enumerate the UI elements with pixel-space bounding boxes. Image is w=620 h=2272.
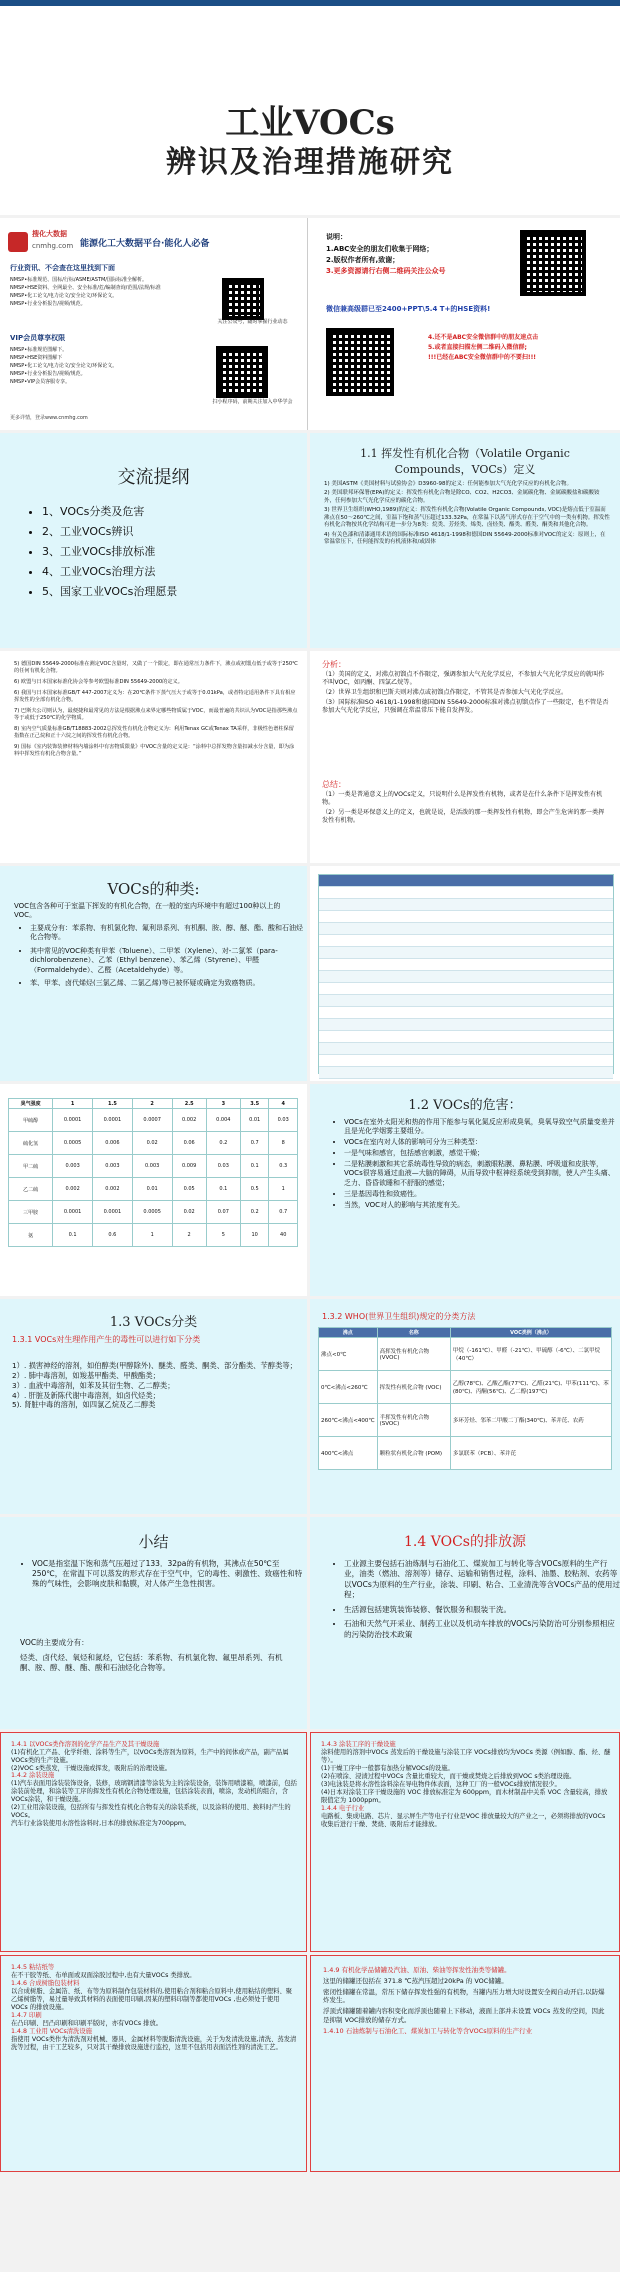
toxicity-item: 4）. 肝脏及新陈代谢中毒溶剂，如卤代烃类； xyxy=(12,1390,160,1400)
types-table-row xyxy=(319,959,613,971)
promo-right-panel xyxy=(310,218,620,430)
emission-panel xyxy=(310,1517,620,1729)
types-table-row xyxy=(319,947,613,959)
sources-more-right-list xyxy=(323,1966,609,2035)
member-item: NMSP•标准规范、国标/行标/ASME/ASTM/国际标准全解析。 xyxy=(10,277,147,283)
title-slide-top-band xyxy=(0,0,620,6)
odor-table-cell: 0.0005 xyxy=(53,1132,93,1155)
types-table-row xyxy=(319,1019,613,1031)
odor-table-cell: 1 xyxy=(132,1224,172,1247)
odor-header-cell: 2.5 xyxy=(172,1099,206,1109)
sources-detail-slide xyxy=(0,1732,620,1952)
odor-header-cell: 3.5 xyxy=(240,1099,269,1109)
odor-table-cell: 0.002 xyxy=(172,1109,206,1132)
odor-table-cell: 40 xyxy=(269,1224,298,1247)
sources-more-item: 指使用 VOCs类作为清洗剂对机械、器具、金属材料等脱脂清洗设施，关于为发清洗设施,清洗、蒸发清洗等过程，由干工艺较多，只对其干燥排放设施进行监控，这里不包括用表面活性剂的清洗工艺。 xyxy=(11,2036,297,2052)
sources-left-panel xyxy=(0,1732,307,1952)
sources-right-list xyxy=(321,1741,611,1830)
hazards-item: • 当然，VOC对人的影响与其浓度有关。 xyxy=(344,1201,620,1210)
odor-table-row xyxy=(9,1109,298,1132)
emission-item: • 石油和天然气开采业、制药工业以及机动车排放的VOCs污染防治可分别参照相应的污染防治技术政策 xyxy=(344,1619,620,1640)
who-table-cell: 颗粒状有机化合物 (POM) xyxy=(377,1437,450,1470)
note-title: 说明： xyxy=(326,233,347,241)
outline-item: • 2、工业VOCs辨识 xyxy=(42,523,302,539)
emission-list xyxy=(332,1559,620,1644)
warn-3: !!!已经在ABC安全微信群中的不要扫!!! xyxy=(428,354,537,361)
brand-name: 搜化大数据 xyxy=(32,230,67,238)
title-slide xyxy=(0,0,620,215)
types-item: • 主要成分有：苯系物、有机氯化物、氟利昂系列、有机酮、胺、醇、醚、酯、酸和石油烃化合物等。 xyxy=(30,924,306,943)
types-table-row xyxy=(319,935,613,947)
brand-url: cnmhg.com xyxy=(32,242,74,250)
types-table-row xyxy=(319,1043,613,1055)
sources-more-item: 在凸印刷、凹凸印刷和印刷平版时，亦有VOCs 排放。 xyxy=(11,2020,163,2028)
who-header-row xyxy=(319,1328,612,1338)
hazards-panel xyxy=(310,1084,620,1296)
odor-table-row xyxy=(9,1132,298,1155)
odor-table-cell: 0.1 xyxy=(206,1178,240,1201)
sources-right-panel xyxy=(310,1732,620,1952)
odor-table-cell: 5 xyxy=(206,1224,240,1247)
sources-right-item: (2)在喷涂、浸渍过程中VOCs 含量比重较大，而干燥或焚烧之后排放到VOC s类治理设施。 xyxy=(321,1773,576,1781)
analysis-list xyxy=(322,671,610,715)
sources-right-heading: 1.4.3 涂装工序的干燥设施 xyxy=(321,1741,396,1748)
brand-logo-icon xyxy=(8,232,28,252)
summary-slide xyxy=(0,1517,620,1729)
definition-more-item: 6) 欧盟与日本国家标准化协会等参考欧盟标准DIN 55649-2000的定义。 xyxy=(14,679,183,686)
sources-more-right-panel xyxy=(310,1955,620,2172)
sources-right-item: 涂料使用的溶剂中VOCs 蒸发后的干燥设施与涂装工序 VOCs排放均为VOCs 类源（例如醇、酯、烃、醚等）。 xyxy=(321,1749,611,1765)
sources-more-heading: 1.4.6 合成树脂包装材料 xyxy=(11,1980,80,1988)
odor-table-cell: 0.1 xyxy=(240,1155,269,1178)
odor-header-cell: 2 xyxy=(132,1099,172,1109)
types-slide xyxy=(0,866,620,1081)
title-line-1: 工业VOCs xyxy=(225,103,395,143)
analysis-item: （2）世界卫生组织和巴斯夫则对沸点或初馏点作限定，不管其是否参加大气光化学反应。 xyxy=(322,689,568,697)
odor-table-cell: 0.0005 xyxy=(132,1201,172,1224)
odor-table-cell: 0.03 xyxy=(269,1109,298,1132)
definition-more-item: 5) 德国DIN 55649-2000标准在测定VOC含量时，又做了一个限定，即在通常压力条件下，沸点或初馏点低于或等于250℃的任何有机化合物。 xyxy=(14,661,298,675)
brand-tagline: 能源化工大数据平台·能化人必备 xyxy=(80,239,210,249)
types-table-panel xyxy=(310,866,620,1081)
definition-item: 3) 世界卫生组织(WHO,1989)的定义：挥发性有机化合物(Volatile Organic Compounds, VOC)是熔点低于室温而沸点在50～260℃之间，室温下饱和蒸气压超过133.32Pa，在常温下以蒸气形式存在于空气中的一类有机物。挥发性有机化合物按其化学结构可进一步分为8类：烷类、芳烃类、烯类、卤烃类、酯类、醛类、酮类和其他化合物。 xyxy=(324,507,610,529)
definition-more-item: 7) 巴斯夫公司则认为，最便捷和最常见的方法是根据沸点来界定哪些物质属于VOC，而最普遍的共识认为VOC是指那些沸点等于或低于250℃的化学物质。 xyxy=(14,708,298,722)
sources-right-heading: 1.4.4 电子行业 xyxy=(321,1805,365,1813)
summary-list xyxy=(322,791,610,825)
odor-table-cell: 0.03 xyxy=(206,1155,240,1178)
who-table-cell: 400℃<沸点 xyxy=(319,1437,378,1470)
note-item: 1.ABC安全的朋友们收集于网络； xyxy=(326,245,434,253)
analysis-panel xyxy=(310,651,620,863)
emission-item: • 生活源包括建筑装饰装修、餐饮服务和服装干洗。 xyxy=(344,1605,620,1615)
qr-code-icon[interactable] xyxy=(326,328,394,396)
odor-table-cell: 0.6 xyxy=(93,1224,133,1247)
odor-header-cell: 3 xyxy=(206,1099,240,1109)
types-table-row xyxy=(319,911,613,923)
odor-table-cell: 0.0007 xyxy=(132,1109,172,1132)
member-item: NMSP•HSE资料、全网最全、安全标准/危/编制查询/范围/法规/标准 xyxy=(10,285,161,291)
odor-table-cell: 甲二硫 xyxy=(9,1155,53,1178)
sources-more-right-item: 浮顶式储罐随着罐内容积变化而浮顶也随着上下移动，液面上部并未设置 VOCs 蒸发的空间，因此是抑制 VOC排放的储存方式。 xyxy=(323,2007,605,2024)
odor-table-cell: 0.002 xyxy=(53,1178,93,1201)
title-line-2: 辨识及治理措施研究 xyxy=(166,145,454,180)
definition-title: 1.1 挥发性有机化合物（Volatile Organic Compounds，VOCs）定义 xyxy=(360,447,570,476)
vip-item: NMSP•行业分析报告/视频/规范。 xyxy=(10,371,86,377)
note-list xyxy=(326,244,476,278)
vip-item: NMSP•HSE资料图解下 xyxy=(10,355,63,361)
note-item: 3.更多资源请行右侧二维码关注公众号 xyxy=(326,267,446,276)
toxicity-item: 5). 肾脏中毒的溶剂，如四氯乙烷及乙二醇类 xyxy=(12,1400,156,1410)
warn-2: 5.或者直接扫描左侧二维码入微信群; xyxy=(428,344,527,351)
who-title: 1.3.2 WHO(世界卫生组织)规定的分类方法 xyxy=(322,1312,476,1321)
definition-more-item: 6) 我国与日本国家标准GB/T 447-2007定义为：在20℃条件下蒸气压大于或等于0.01kPa，或者特定适用条件下具有相应挥发性的全部有机化合物。 xyxy=(14,690,296,704)
summary-title: 总结： xyxy=(322,780,346,789)
odor-header-cell: 1.5 xyxy=(93,1099,133,1109)
toxicity-item: 3）. 血液中毒溶剂，如苯及其衍生物、乙二醇类； xyxy=(12,1380,175,1390)
odor-table-row xyxy=(9,1178,298,1201)
outline-title: 交流提纲 xyxy=(117,467,190,488)
summary-points xyxy=(20,1559,307,1593)
sources-more-right-heading: 1.4.9 有机化学品储罐及汽油、原油、柴油等挥发性油类等储罐。 xyxy=(323,1966,511,1974)
odor-table-cell: 0.7 xyxy=(240,1132,269,1155)
types-table-row xyxy=(319,899,613,911)
who-table-cell: 沸点<0℃ xyxy=(319,1338,378,1371)
odor-table-cell: 0.01 xyxy=(132,1178,172,1201)
types-table-row xyxy=(319,1079,613,1081)
odor-table-row xyxy=(9,1201,298,1224)
odor-header-cell: 4 xyxy=(269,1099,298,1109)
vip-item: NMSP•标准规范图解下。 xyxy=(10,347,68,353)
who-table-cell: 高挥发性有机化合物 (VVOC) xyxy=(377,1338,450,1371)
types-item: • 其中常见的VOC种类有甲苯（Toluene）、二甲苯（Xylene）、对-二氯苯（para-dichlorobenzene）、乙苯（Ethyl benzene）、苯乙烯（Styrene）、甲醛（Formaldehyde）、乙醛（Acetaldehyde）等。 xyxy=(30,947,306,975)
odor-table-cell: 0.003 xyxy=(93,1155,133,1178)
promo-left-panel xyxy=(0,218,308,430)
who-table-row xyxy=(319,1371,612,1404)
who-table-cell: 半挥发性有机化合物 (SVOC) xyxy=(377,1404,450,1437)
sources-right-item: 电路板、集成电路、芯片、显示屏生产等电子行业是VOC 排放量较大的产业之一，必须将排放的VOCs 收集后进行干燥、焚烧、吸附后才能排放。 xyxy=(321,1813,606,1829)
outline-item: • 5、国家工业VOCs治理愿景 xyxy=(42,583,302,599)
classification-title: 1.3 VOCs分类 xyxy=(109,1315,198,1330)
odor-table-cell: 0.004 xyxy=(206,1109,240,1132)
odor-header-cell: 臭气强度 xyxy=(9,1099,53,1109)
odor-table-cell: 0.02 xyxy=(172,1201,206,1224)
group-text: 微信兼高级群已至2400+PPT\5.4 T+的HSE资料! xyxy=(326,305,491,313)
odor-table-row xyxy=(9,1224,298,1247)
odor-table-cell: 0.003 xyxy=(132,1155,172,1178)
odor-table-cell: 0.5 xyxy=(240,1178,269,1201)
odor-table-cell: 0.003 xyxy=(53,1155,93,1178)
odor-table-header-row xyxy=(9,1099,298,1109)
outline-panel xyxy=(0,433,307,648)
classification-subtitle: 1.3.1 VOCs对生理作用产生的毒性可以进行如下分类 xyxy=(12,1335,201,1344)
who-table-row xyxy=(319,1437,612,1470)
sources-right-item: (3)电泳装是将水溶性涂料涂在导电物件体表面，这种工厂的一般VOCs排放情况很少。 xyxy=(321,1781,561,1789)
vip-item: NMSP•化工论文/电力论文/安全论文/环保论文。 xyxy=(10,363,118,369)
odor-table-cell: 0.7 xyxy=(269,1201,298,1224)
who-table xyxy=(318,1327,612,1470)
hazards-title: 1.2 VOCs的危害： xyxy=(408,1098,522,1113)
odor-table-cell: 0.006 xyxy=(93,1132,133,1155)
odor-table-panel xyxy=(0,1084,307,1296)
types-intro: VOC包含各种可于室温下挥发的有机化合物，在一般的室内环境中有超过100种以上的VOC。 xyxy=(14,902,281,920)
odor-table-cell: 8 xyxy=(269,1132,298,1155)
definition-item: 1) 美国ASTM《美国材料与试验协会》D3960-98的定义：任何能参加大气光化学反应的有机化合物。 xyxy=(324,481,572,487)
sources-more-left-list xyxy=(11,1964,297,2053)
who-table-row xyxy=(319,1404,612,1437)
odor-table-cell: 0.0001 xyxy=(93,1109,133,1132)
toxicity-item: 1）. 损害神经的溶剂，如伯醇类(甲醇除外)、醚类、醛类、酮类、部分酯类、苄醇类等； xyxy=(12,1361,297,1370)
hazards-list xyxy=(332,1118,620,1214)
summary-point: • VOC是指室温下饱和蒸气压超过了133．32pa的有机物，其沸点在50℃至250℃，在常温下可以蒸发的形式存在于空气中，它的毒性、刺激性、致癌性和特殊的气味性，会影响皮肤和黏膜，对人体产生急性损害。 xyxy=(32,1559,307,1589)
sources-more-right-item: 密闭性储罐在常温，常压下储存挥发性强的有机物，当罐内压力增大时设置安全阀自动开启,以防爆炸发生。 xyxy=(323,1987,605,2005)
member-list xyxy=(10,276,200,308)
sources-left-item: (1)有机化工产品、化学纤维、涂料等生产，以VOCs类溶剂为原料，生产中的间体或产品，副产品属VOCs类的生产设施。 xyxy=(11,1748,289,1764)
qr-code-icon[interactable] xyxy=(216,346,268,398)
odor-table-cell: 0.02 xyxy=(132,1132,172,1155)
summary-item: （2）另一类是环保意义上的定义，也就是说，是活泼的那一类挥发性有机物，即会产生危害的那一类挥发性有机物。 xyxy=(322,809,605,825)
types-list xyxy=(18,924,306,993)
sources-left-item: (1)汽车表面用涂装装饰设备，装修，玻璃钢清漆等涂装为主的涂装设备，装饰用喷漆箱，喷漆前，包括涂装前处理，和涂装等工序的挥发性有机化合物处理设施，包括涂装表面，喷涂，发动机的组合，含VOCs涂装，和干燥设施。 xyxy=(11,1780,297,1804)
qr1-caption: 关注公众号，随时掌握行业动态 xyxy=(217,319,288,325)
hazards-item: • 二是粘膜刺激和其它系统毒性导致的病态，刺激眼粘膜、鼻粘膜、呼吸道和皮肤等，VOCs很容易通过血液—大脑的障碍，从而导致中枢神经系统受到抑制，使人产生头痛、乏力、昏昏欲睡和不舒服的感觉； xyxy=(344,1160,620,1187)
vip-list xyxy=(10,346,200,386)
types-table-row xyxy=(319,1031,613,1043)
definition-item: 2) 美国联邦环保署(EPA)的定义：挥发性有机化合物是除CO、CO2、H2CO3、金属碳化物、金属碳酸盐和碳酸铵外，任何参加大气光化学反应的碳化合物。 xyxy=(324,490,600,504)
sources-left-heading: 1.4.2 涂装设施 xyxy=(11,1772,55,1780)
outline-item: • 4、工业VOCs治理方法 xyxy=(42,563,302,579)
who-header-cell: 名称 xyxy=(377,1328,450,1338)
analysis-slide xyxy=(0,651,620,863)
who-table-row xyxy=(319,1338,612,1371)
hazards-item: • 一是气味和感官，包括感官刺激，感觉干燥； xyxy=(344,1149,620,1158)
odor-table-cell: 0.07 xyxy=(206,1201,240,1224)
odor-table-cell: 10 xyxy=(240,1224,269,1247)
types-table-row xyxy=(319,983,613,995)
who-table-cell: 甲烷（-161℃）、甲醛（-21℃）、甲硫醇（-6℃）、二氯甲烷（40℃） xyxy=(450,1338,611,1371)
odor-table-cell: 0.0001 xyxy=(53,1201,93,1224)
sources-more-item: 以合成树脂、金属箔、纸、布等为原料制作包装材料的,使用粘合剂和粘合原料中,使用粘结的塑料、聚乙烯树脂等，易过量导致其材料的表面使用印刷,因某的塑料印制等都使用VOCs ,也必须处于使用 VOCs 的排放设施。 xyxy=(11,1988,293,2012)
sources-more-heading: 1.4.7 印刷 xyxy=(11,2012,42,2020)
sources-left-item: 汽车行业涂装使用水溶性涂料时,日本的排放标准定为700ppm。 xyxy=(11,1819,191,1827)
types-table-row xyxy=(319,1007,613,1019)
types-title: VOCs的种类: xyxy=(107,880,200,898)
types-table-row xyxy=(319,971,613,983)
odor-table xyxy=(8,1098,298,1247)
odor-table-cell: 氨 xyxy=(9,1224,53,1247)
odor-table-cell: 0.0001 xyxy=(53,1109,93,1132)
sources-more-right-heading: 1.4.10 石油炼制与石油化工、煤炭加工与转化等含VOCs原料的生产行业 xyxy=(323,2026,533,2035)
definition-list xyxy=(324,481,610,546)
odor-table-cell: 0.01 xyxy=(240,1109,269,1132)
analysis-item: （1）美国的定义，对沸点初馏点不作限定，强调参加大气光化学反应，不参加大气光化学反应的就叫作不叫VOC，如丙酮、四氯乙烷等。 xyxy=(322,671,605,687)
odor-table-cell: 0.2 xyxy=(206,1132,240,1155)
sources-right-item: (1)干燥工序中一般都有加热分解VOCs的设施。 xyxy=(321,1765,454,1773)
promo-slide xyxy=(0,218,620,430)
hazards-item: • 三是基因毒性和致癌性。 xyxy=(344,1190,620,1199)
note-item: 2.版权作者所有,致谢； xyxy=(326,256,400,265)
odor-table-cell: 0.1 xyxy=(53,1224,93,1247)
vip-title: VIP会员尊享权限 xyxy=(10,334,66,342)
outline-item: • 1、VOCs分类及危害 xyxy=(42,503,302,519)
member-item: NMSP•化工论文/电力论文/安全论文/环保论文。 xyxy=(10,293,118,299)
classification-panel xyxy=(0,1299,307,1514)
summary-item: （1）一类是普通意义上的VOCs定义，只说明什么是挥发性有机物，或者是在什么条件下是挥发性有机物。 xyxy=(322,791,603,807)
emission-item: • 工业源主要包括石油炼制与石油化工、煤炭加工与转化等含VOCs原料的生产行业，油类（燃油、溶剂等）储存、运输和销售过程，涂料、油墨、胶粘剂、农药等以VOCs为原料的生产行业，涂装、印刷、粘合、工业清洗等含VOCs产品的使用过程； xyxy=(344,1559,620,1601)
sources-more-slide xyxy=(0,1955,620,2172)
definition-more-item: 8) 室内空气质量标准GB/T18883-2002总挥发性有机化合物定义为：利用Tenax GC或Tenax TA采样，非极性色谱柱保留指数在正己烷和正十六烷之间的挥发性有机化合物。 xyxy=(14,726,294,740)
odor-table-cell: 1 xyxy=(269,1178,298,1201)
who-header-cell: VOC类例（沸点） xyxy=(450,1328,611,1338)
odor-table-cell: 0.06 xyxy=(172,1132,206,1155)
member-title: 行业资讯、不会查在这里找到下面 xyxy=(10,264,115,272)
outline-slide xyxy=(0,433,620,648)
toxicity-list xyxy=(12,1361,300,1410)
odor-table-cell: 0.3 xyxy=(269,1155,298,1178)
qr-code-icon[interactable] xyxy=(520,230,586,296)
sources-left-list xyxy=(11,1741,297,1827)
vip-item: NMSP•VIP会员客服专享。 xyxy=(10,379,71,385)
definition-more-panel xyxy=(0,651,307,863)
types-table-row xyxy=(319,875,613,887)
sources-more-heading: 1.4.8 工业用 VOCs清洗设施 xyxy=(11,2028,92,2036)
hazards-item: • VOCs在室外太阳光和热的作用下能参与氧化氮反应形成臭氧，臭氧导致空气质量变差并且是光化学烟雾主要组分。 xyxy=(344,1118,620,1136)
odor-table-cell: 乙二硫 xyxy=(9,1178,53,1201)
types-table-row xyxy=(319,995,613,1007)
types-table-row xyxy=(319,887,613,899)
qr2-caption: 扫小程序码，前期关注加入中华学会 xyxy=(212,399,293,405)
who-table-cell: 260℃<沸点<400℃ xyxy=(319,1404,378,1437)
types-table-row xyxy=(319,923,613,935)
sources-more-heading: 1.4.5 粘结纸等 xyxy=(11,1964,55,1971)
odor-table-cell: 0.002 xyxy=(93,1178,133,1201)
odor-table-cell: 2 xyxy=(172,1224,206,1247)
odor-table-cell: 0.05 xyxy=(172,1178,206,1201)
who-panel xyxy=(310,1299,620,1514)
who-table-cell: 多氯联苯（PCB）、苯并芘 xyxy=(450,1437,611,1470)
who-table-cell: 多环芳烃、邻苯二甲酸二丁酯(340℃)、苯并芘、农药 xyxy=(450,1404,611,1437)
odor-table-cell: 0.0001 xyxy=(93,1201,133,1224)
page-bottom-space xyxy=(0,2172,620,2272)
outline-item: • 3、工业VOCs排放标准 xyxy=(42,543,302,559)
sources-left-item: (2)工业用涂装设施，包括所有与挥发性有机化合物有关的涂装系统，以及涂料的使用、换料时产生的VOCs。 xyxy=(11,1803,291,1819)
definition-more-list xyxy=(14,661,298,758)
sources-right-item: (4)日本对涂装工序干燥设施的 VOC 排放标准定为 600ppm，而木材制品中关系 VOC 含量较高，排放限值定为 1000ppm。 xyxy=(321,1789,608,1805)
summary-slide-title: 小结 xyxy=(138,1533,169,1551)
sources-more-right-item: 这里的储罐还包括在 371.8 ℃蒸汽压超过20kPa 的 VOC储罐。 xyxy=(323,1976,508,1985)
types-table xyxy=(318,874,614,1074)
hazards-slide xyxy=(0,1084,620,1296)
odor-table-cell: 甲硫醇 xyxy=(9,1109,53,1132)
sources-left-item: (2)VOC s类蒸发，干燥设施或挥发，吸附后的治理设施。 xyxy=(11,1764,171,1772)
odor-table-cell: 三甲胺 xyxy=(9,1201,53,1224)
classification-slide xyxy=(0,1299,620,1514)
types-item: • 苯、甲苯、卤代烯烃(三氯乙烯、二氯乙烯)等已被怀疑或确定为致癌物质。 xyxy=(30,979,306,988)
summary-components-label: VOC的主要成分有： xyxy=(20,1638,89,1647)
types-table-row xyxy=(319,1067,613,1079)
who-table-cell: 乙醇(78℃)、乙酸乙酯(77℃)、乙醛(21℃)、甲苯(111℃)、苯(80℃)、丙酮(56℃)、乙二醇(197℃) xyxy=(450,1371,611,1404)
who-header-cell: 沸点 xyxy=(319,1328,378,1338)
odor-table-cell: 硫化氢 xyxy=(9,1132,53,1155)
definition-panel xyxy=(310,433,620,648)
definition-more-item: 9) 国标《室内装饰装修材料内墙涂料中有害物质限量》中VOC含量的定义是：“涂料中总挥发物含量扣减水分含量，即为涂料中挥发性有机化合物含量。” xyxy=(14,744,295,758)
outline-list xyxy=(30,503,302,603)
member-item: NMSP•行业分析报告/视频/规范。 xyxy=(10,301,86,307)
sources-more-left-panel xyxy=(0,1955,307,2172)
who-table-cell: 0℃<沸点<260℃ xyxy=(319,1371,378,1404)
toxicity-item: 2）. 肺中毒溶剂，如羧基甲酯类、甲酸酯类； xyxy=(12,1370,160,1380)
summary-components: 烃类、卤代烃、氧烃和氮烃，它包括：苯系物、有机氯化物、氟里昂系列、有机酮、胺、醇、醚、酯、酸和石油烃化合物等。 xyxy=(20,1653,283,1673)
odor-table-cell: 0.009 xyxy=(172,1155,206,1178)
odor-table-cell: 0.2 xyxy=(240,1201,269,1224)
odor-table-row xyxy=(9,1155,298,1178)
summary-panel xyxy=(0,1517,307,1729)
analysis-title: 分析： xyxy=(322,660,346,669)
sources-more-item: 在不干胶等纸、布单面或双面涂胶过程中,也有大量VOCs 类排放。 xyxy=(11,1972,196,1980)
qr-code-icon[interactable] xyxy=(222,278,264,320)
who-table-cell: 挥发性有机化合物 (VOC) xyxy=(377,1371,450,1404)
types-table-row xyxy=(319,1055,613,1067)
hazards-item: • VOCs在室内对人体的影响可分为三种类型： xyxy=(344,1138,620,1147)
sources-left-heading: 1.4.1 以VOCs类作溶剂的化学产品生产及其干燥设施 xyxy=(11,1741,160,1748)
definition-item: 4) 有关色漆和清漆通用术语的国际标准ISO 4618/1-1998和德国DIN 55649-2000标准对VOC的定义：原则上，在常温常压下，任何能挥发的有机液体和/或固体 xyxy=(324,531,606,545)
analysis-item: （3）国际标准ISO 4618/1-1998和德国DIN 55649-2000标准对沸点初馏点作了一些限定，也不管是否参加大气光化学反应，只强调在常温常压下能自发挥发。 xyxy=(322,699,609,715)
types-panel xyxy=(0,866,307,1081)
emission-title: 1.4 VOCs的排放源 xyxy=(404,1534,526,1550)
warn-1: 4.还不是ABC安全微信群中的朋友速点击 xyxy=(428,334,539,341)
odor-header-cell: 1 xyxy=(53,1099,93,1109)
contact-line[interactable]: 更多详情，登录www.cnmhg.com xyxy=(10,415,88,421)
